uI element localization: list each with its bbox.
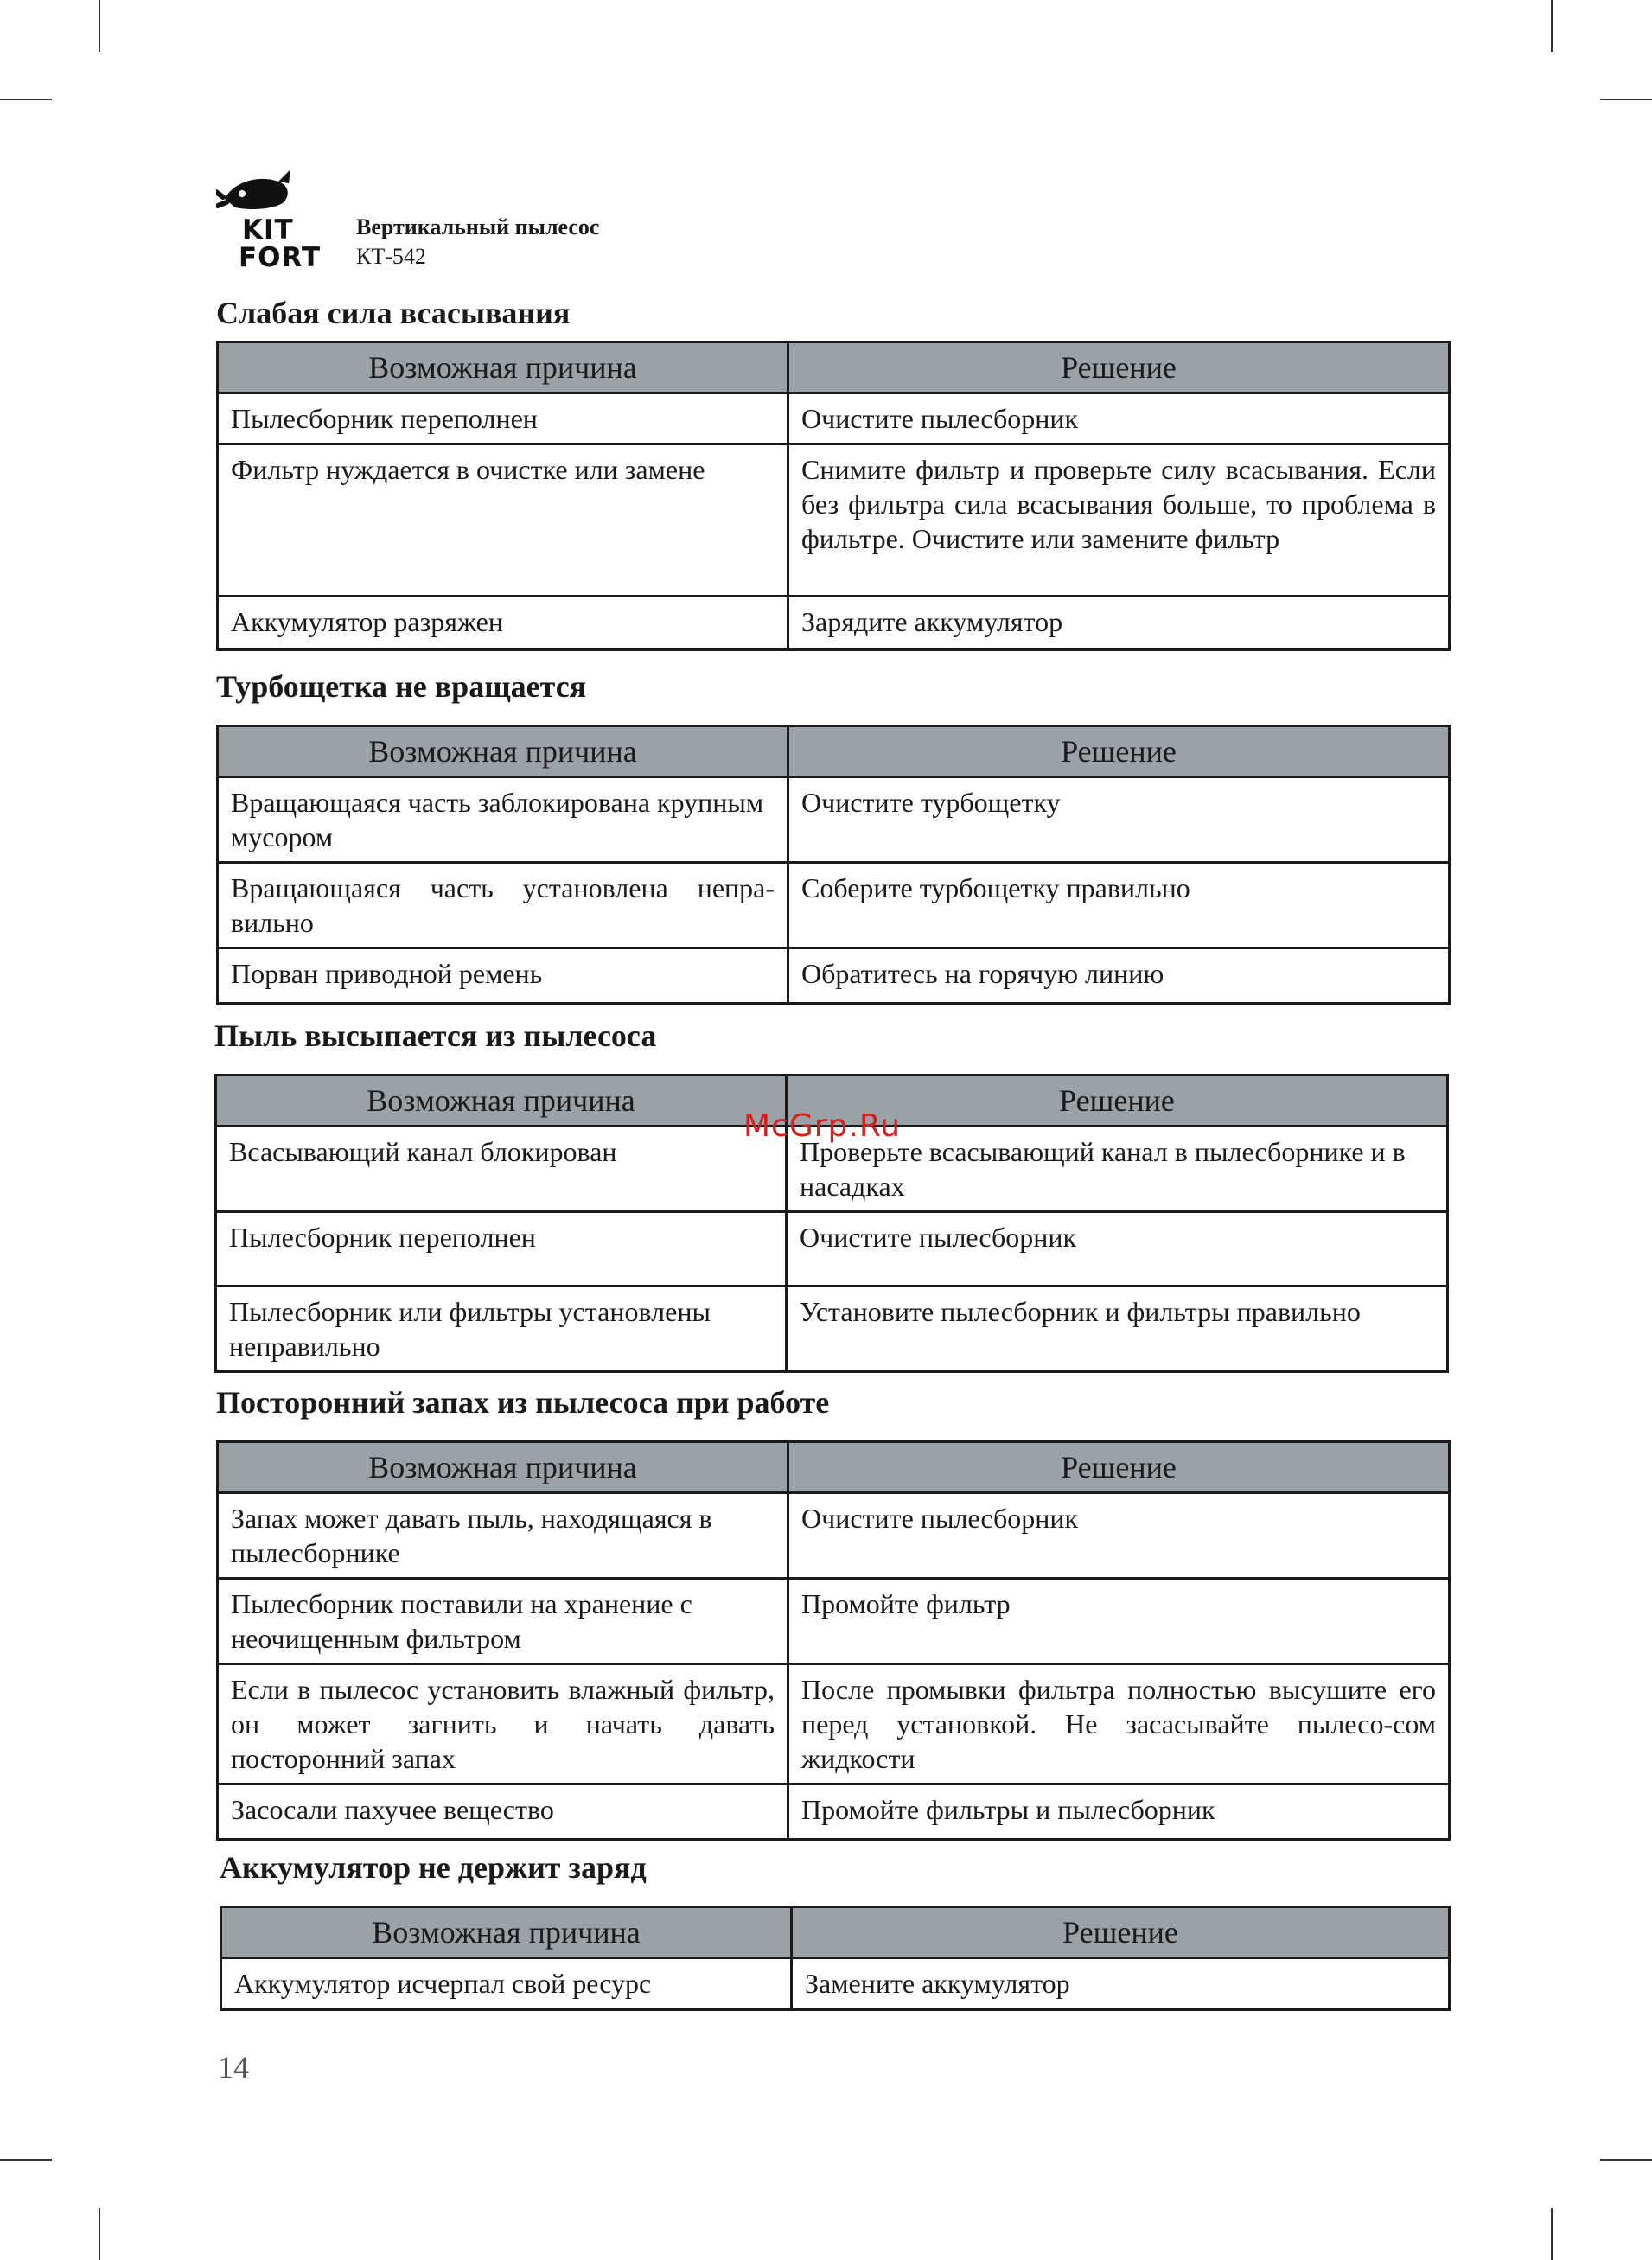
solution-cell: Снимите фильтр и проверьте силу всасывания. Если без фильтра сила всасывания больше, то проблема в фильтре. Очистите или замените фильтр — [788, 444, 1450, 597]
column-header-solution: Решение — [787, 1076, 1448, 1127]
crop-mark — [1551, 2208, 1553, 2260]
troubleshooting-table — [216, 341, 1451, 651]
table-row — [218, 444, 1450, 597]
column-header-solution: Решение — [792, 1907, 1450, 1958]
column-header-cause: Возможная причина — [216, 1076, 787, 1127]
table-row — [218, 1664, 1450, 1784]
column-header-solution: Решение — [788, 726, 1450, 777]
section-odor — [216, 1383, 1452, 1841]
solution-cell: Обратитесь на горячую линию — [788, 948, 1450, 1004]
solution-cell: Замените аккумулятор — [792, 1958, 1450, 2010]
column-header-cause: Возможная причина — [218, 726, 788, 777]
model-number: КТ-542 — [356, 244, 426, 269]
crop-mark — [0, 99, 52, 100]
table-row — [218, 597, 1450, 650]
solution-cell: Проверьте всасывающий канал в пылесборнике и в насадках — [787, 1127, 1448, 1212]
crop-mark — [0, 2159, 52, 2161]
column-header-solution: Решение — [788, 1442, 1450, 1493]
whale-logo-icon — [216, 164, 294, 216]
cause-cell: Вращающаяся часть заблокирована крупным мусором — [218, 777, 788, 863]
section-dust-spilling — [214, 1017, 1451, 1373]
cause-cell: Аккумулятор разряжен — [218, 597, 788, 650]
solution-cell: Очистите турбощетку — [788, 777, 1450, 863]
crop-mark — [1600, 2159, 1652, 2161]
column-header-solution: Решение — [788, 342, 1450, 393]
table-row — [218, 393, 1450, 444]
watermark: McGrp.Ru — [743, 1108, 902, 1144]
section-weak-suction — [216, 294, 1452, 651]
cause-cell: Вращающаяся часть установлена непра-вильно — [218, 863, 788, 948]
crop-mark — [99, 0, 100, 52]
solution-cell: Очистите пылесборник — [787, 1212, 1448, 1286]
table-row — [218, 863, 1450, 948]
cause-cell: Пылесборник переполнен — [216, 1212, 787, 1286]
column-header-cause: Возможная причина — [218, 1442, 788, 1493]
cause-cell: Если в пылесос установить влажный фильтр, он может загнить и начать давать посторонний запах — [218, 1664, 788, 1784]
solution-cell: Соберите турбощетку правильно — [788, 863, 1450, 948]
section-title: Слабая сила всасывания — [216, 296, 571, 330]
cause-cell: Запах может давать пыль, находящаяся в пылесборнике — [218, 1493, 788, 1579]
troubleshooting-table — [216, 725, 1451, 1005]
section-turbobrush-not-rotating — [216, 667, 1452, 1005]
cause-cell: Засосали пахучее вещество — [218, 1784, 788, 1840]
cause-cell: Порван приводной ремень — [218, 948, 788, 1004]
page-number: 14 — [218, 2050, 249, 2084]
table-header-row — [218, 1442, 1450, 1493]
table-row — [218, 777, 1450, 863]
kitfort-logo — [214, 164, 327, 272]
table-row — [216, 1212, 1448, 1286]
column-header-cause: Возможная причина — [218, 342, 788, 393]
table-row — [218, 1579, 1450, 1664]
logo-wordmark: KIT FORT — [239, 214, 322, 273]
troubleshooting-table — [216, 1440, 1451, 1841]
solution-cell: Очистите пылесборник — [788, 393, 1450, 444]
table-row — [216, 1286, 1448, 1372]
table-row — [218, 1784, 1450, 1840]
solution-cell: Промойте фильтры и пылесборник — [788, 1784, 1450, 1840]
table-header-row — [218, 726, 1450, 777]
section-title: Посторонний запах из пылесоса при работе — [216, 1385, 830, 1420]
table-row — [218, 948, 1450, 1004]
crop-mark — [1551, 0, 1553, 52]
solution-cell: Промойте фильтр — [788, 1579, 1450, 1664]
cause-cell: Пылесборник или фильтры установлены неправильно — [216, 1286, 787, 1372]
section-title: Турбощетка не вращается — [216, 669, 587, 704]
cause-cell: Пылесборник поставили на хранение с неочищенным фильтром — [218, 1579, 788, 1664]
section-title: Аккумулятор не держит заряд — [220, 1850, 647, 1885]
table-header-row — [218, 342, 1450, 393]
column-header-cause: Возможная причина — [221, 1907, 792, 1958]
cause-cell: Пылесборник переполнен — [218, 393, 788, 444]
document-title: Вертикальный пылесос — [356, 214, 600, 239]
table-row — [218, 1493, 1450, 1579]
section-title: Пыль высыпается из пылесоса — [214, 1018, 657, 1053]
troubleshooting-table — [220, 1906, 1451, 2011]
table-header-row — [221, 1907, 1450, 1958]
section-battery-not-holding-charge — [220, 1848, 1452, 2011]
crop-mark — [1600, 99, 1652, 100]
solution-cell: Зарядите аккумулятор — [788, 597, 1450, 650]
cause-cell: Фильтр нуждается в очистке или замене — [218, 444, 788, 597]
solution-cell: После промывки фильтра полностью высушите его перед установкой. Не засасывайте пылесо-сом жидкости — [788, 1664, 1450, 1784]
solution-cell: Очистите пылесборник — [788, 1493, 1450, 1579]
cause-cell: Аккумулятор исчерпал свой ресурс — [221, 1958, 792, 2010]
crop-mark — [99, 2208, 100, 2260]
table-row — [221, 1958, 1450, 2010]
cause-cell: Всасывающий канал блокирован — [216, 1127, 787, 1212]
solution-cell: Установите пылесборник и фильтры правильно — [787, 1286, 1448, 1372]
